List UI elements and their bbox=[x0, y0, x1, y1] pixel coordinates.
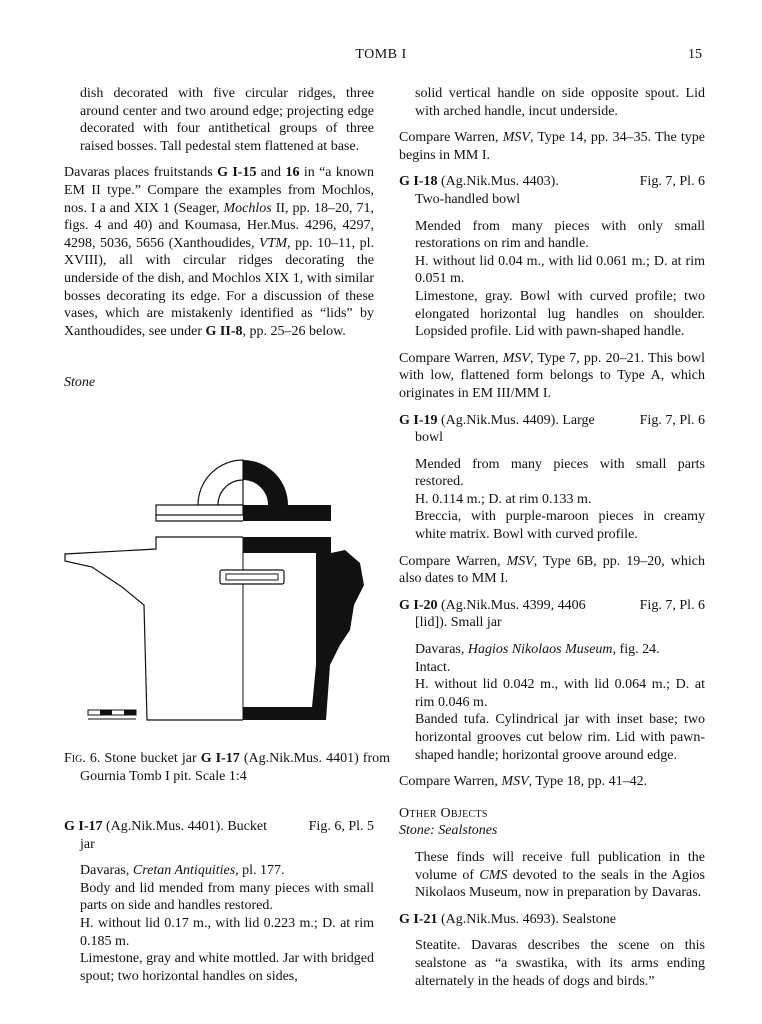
paragraph-continuation: solid vertical handle on side opposite spout. Lid with arched handle, incut underside. bbox=[415, 86, 705, 119]
running-head bbox=[0, 46, 762, 66]
paragraph-compare-19: Compare Warren, MSV, Type 6B, pp. 19–20, which also dates to MM I. bbox=[399, 553, 705, 587]
figure-reference: Fig. 7, Pl. 6 bbox=[639, 174, 705, 190]
paragraph-sealstones: These finds will receive full publication in the volume of CMS devoted to the seals in the Agios Nikolaos Museum, now in preparation by Davaras. bbox=[415, 849, 705, 901]
scale-bar bbox=[88, 710, 136, 719]
paragraph-intro: dish decorated with five circular ridges, three around center and two around edge; projecting edge decorated with four antithetical groups of three raised bosses. Tall pedestal stem flattened at base. bbox=[80, 86, 374, 154]
section-heading-sealstones: Stone: Sealstones bbox=[399, 823, 498, 839]
catalog-entry-g-i-18: G I-18 (Ag.Nik.Mus. 4403). Fig. 7, Pl. 6 Two-handled bowl Mended from many pieces with only small restorations on rim and handle. H. without lid 0.04 m., with lid 0.061 m.; D. at rim 0.051 m. Limestone, gray. Bowl with curved profile; two elongated horizontal lug handles on shoulder. Lopsided profile. Lid with pawn-shaped handle. bbox=[399, 174, 705, 340]
right-column bbox=[399, 85, 705, 990]
paragraph-compare-18: Compare Warren, MSV, Type 7, pp. 20–21. This bowl with low, flattened form belongs to Type A, which originates in EM III/MM I. bbox=[399, 350, 705, 401]
figure-reference: Fig. 7, Pl. 6 bbox=[639, 597, 705, 613]
entry-description: Limestone, gray and white mottled. Jar with bridged spout; two horizontal handles on sides, bbox=[80, 951, 374, 984]
entry-condition: Body and lid mended from many pieces with small parts on side and handles restored. bbox=[80, 880, 374, 914]
entry-heading: G I-17 (Ag.Nik.Mus. 4401). Bucket Fig. 6, Pl. 5 jar bbox=[64, 819, 374, 852]
bucket-jar-illustration bbox=[64, 455, 374, 730]
paragraph-compare-20: Compare Warren, MSV, Type 18, pp. 41–42. bbox=[399, 774, 648, 790]
catalog-entry-g-i-19: G I-19 (Ag.Nik.Mus. 4409). Large Fig. 7, Pl. 6 bowl Mended from many pieces with small parts restored. H. 0.114 m.; D. at rim 0.133 m. Breccia, with purple-maroon pieces in creamy white matrix. Bowl with curved profile. bbox=[399, 412, 705, 543]
left-column bbox=[64, 85, 374, 392]
figure-caption: Fig. 6. Stone bucket jar G I-17 (Ag.Nik.Mus. 4401) from Gournia Tomb I pit. Scale 1:4 bbox=[64, 751, 391, 784]
figure-reference: Fig. 6, Pl. 5 bbox=[308, 819, 374, 834]
entry-bibliography: Davaras, Cretan Antiquities, pl. 177. bbox=[80, 863, 285, 879]
figure-reference: Fig. 7, Pl. 6 bbox=[639, 412, 705, 428]
running-head-title: TOMB I bbox=[355, 47, 407, 62]
paragraph-davaras: Davaras places fruitstands G I-15 and 16 in “a known EM II type.” Compare the examples from Mochlos, nos. I a and XIX 1 (Seager, Mochlos II, pp. 18–20, 71, figs. 4 and 40) and Koumasa, Her.Mus. 4296, 4297, 4298, 5036, 5656 (Xanthoudides, VTM, pp. 10–11, pl. XVIII), all with circular ridges decorating the underside of the dish, and Mochlos XIX 1, with similar bosses decorating its edge. For a discussion of these vases, which are mistakenly identified as “lids” by Xanthoudides, see under G II-8, pp. 25–26 below. bbox=[64, 165, 374, 339]
figure-6-drawing bbox=[64, 455, 374, 730]
catalog-entry-g-i-17 bbox=[64, 818, 374, 985]
page-number: 15 bbox=[688, 47, 702, 62]
section-heading-other-objects: Other Objects bbox=[399, 805, 488, 821]
entry-dimensions: H. without lid 0.17 m., with lid 0.223 m.; D. at rim 0.185 m. bbox=[80, 915, 374, 949]
section-heading-stone: Stone bbox=[64, 375, 96, 391]
paragraph-compare-17: Compare Warren, MSV, Type 14, pp. 34–35. The type begins in MM I. bbox=[399, 130, 705, 163]
catalog-entry-g-i-21: G I-21 (Ag.Nik.Mus. 4693). Sealstone Steatite. Davaras describes the scene on this sealstone as “a swastika, with its arms ending alternately in the heads of dogs and birds.” bbox=[399, 911, 705, 989]
catalog-entry-g-i-20: G I-20 (Ag.Nik.Mus. 4399, 4406 Fig. 7, Pl. 6 [lid]). Small jar Davaras, Hagios Nikolaos Museum, fig. 24. Intact. H. without lid 0.042 m., with lid 0.064 m.; D. at rim 0.046 m. Banded tufa. Cylindrical jar with inset base; two horizontal grooves cut below rim. Lid with pawn-shaped handle; horizontal groove around edge. bbox=[399, 597, 705, 763]
